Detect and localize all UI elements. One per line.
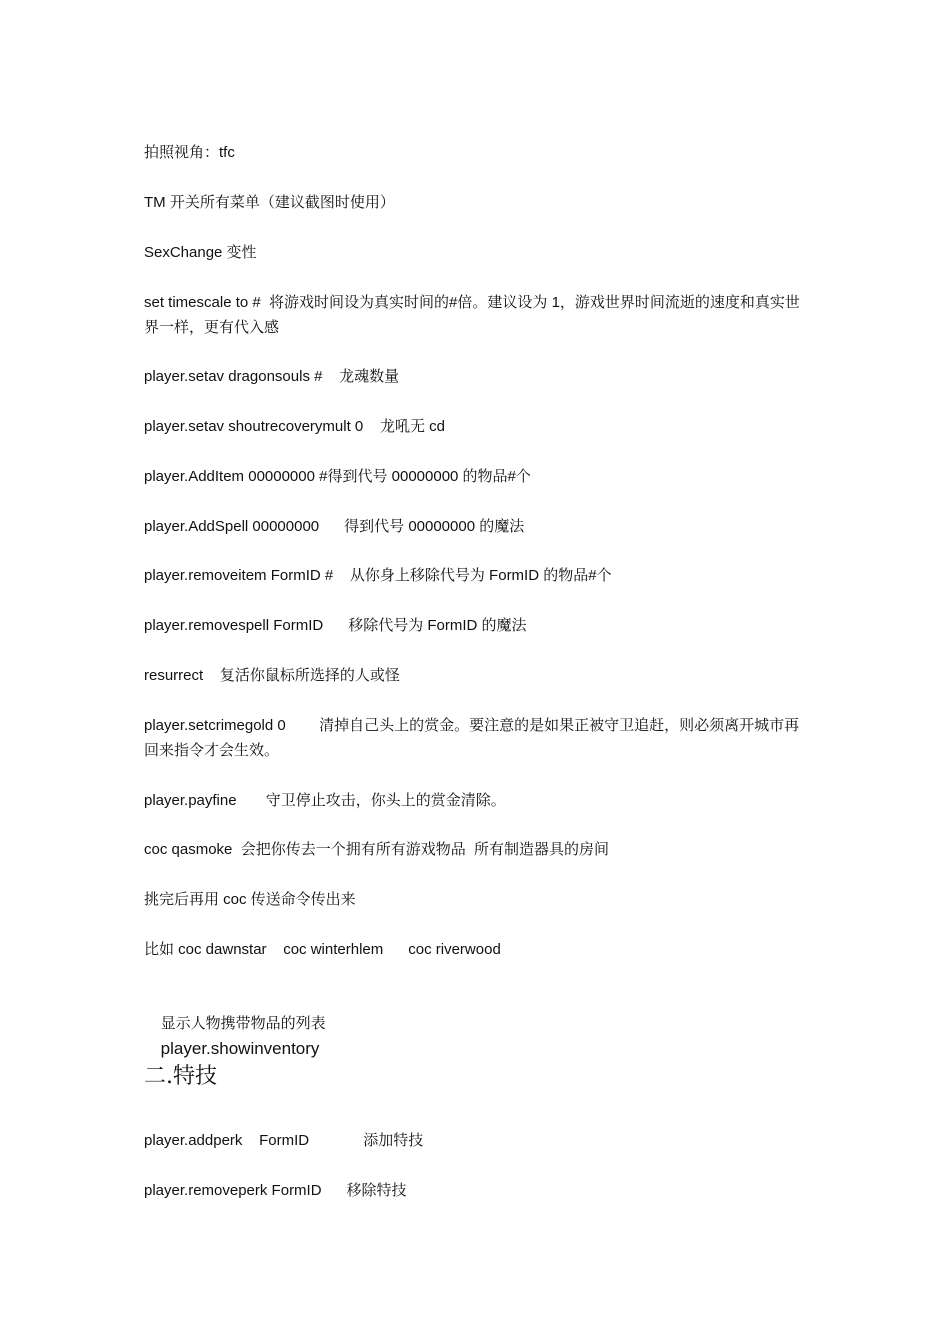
- text-line-toggle-menus: TM 开关所有菜单（建议截图时使用）: [144, 194, 395, 211]
- text-line-coc-examples: 比如 coc dawnstar coc winterhlem coc riverwood: [144, 941, 501, 958]
- text-line-addperk: player.addperk FormID 添加特技: [144, 1132, 424, 1149]
- text-line-dragonsouls: player.setav dragonsouls # 龙魂数量: [144, 368, 400, 385]
- text-line-removeitem: player.removeitem FormID # 从你身上移除代号为 FormID 的物品#个: [144, 567, 612, 584]
- text-line-timescale: set timescale to # 将游戏时间设为真实时间的#倍。建议设为 1，游戏世界时间流逝的速度和真实世界一样，更有代入感: [144, 294, 800, 336]
- text-line-removespell: player.removespell FormID 移除代号为 FormID 的魔法: [144, 617, 527, 634]
- section-heading-perks: 二.特技: [144, 1064, 217, 1089]
- text-line-additem: player.AddItem 00000000 #得到代号 00000000 的物品#个: [144, 468, 531, 485]
- text-line-addspell: player.AddSpell 00000000 得到代号 00000000 的魔法: [144, 518, 525, 535]
- text-line-resurrect: resurrect 复活你鼠标所选择的人或怪: [144, 667, 400, 684]
- text-line-removeperk: player.removeperk FormID 移除特技: [144, 1182, 407, 1199]
- showinventory-label: 显示人物携带物品的列表: [160, 1015, 326, 1032]
- text-line-sexchange: SexChange 变性: [144, 244, 257, 261]
- showinventory-command: player.showinventory: [160, 1039, 320, 1058]
- text-line-coc-return: 挑完后再用 coc 传送命令传出来: [144, 891, 356, 908]
- text-line-setcrimegold: player.setcrimegold 0 清掉自己头上的赏金。要注意的是如果正被守卫追赶，则必须离开城市再回来指令才会生效。: [144, 717, 800, 759]
- text-line-coc-qasmoke: coc qasmoke 会把你传去一个拥有所有游戏物品 所有制造器具的房间: [144, 841, 610, 858]
- text-line-payfine: player.payfine 守卫停止攻击，你头上的赏金清除。: [144, 792, 506, 809]
- text-line-camera: 拍照视角：tfc: [144, 144, 235, 161]
- text-line-shout-recovery: player.setav shoutrecoverymult 0 龙吼无 cd: [144, 418, 445, 435]
- text-line-showinventory: [144, 986, 814, 1087]
